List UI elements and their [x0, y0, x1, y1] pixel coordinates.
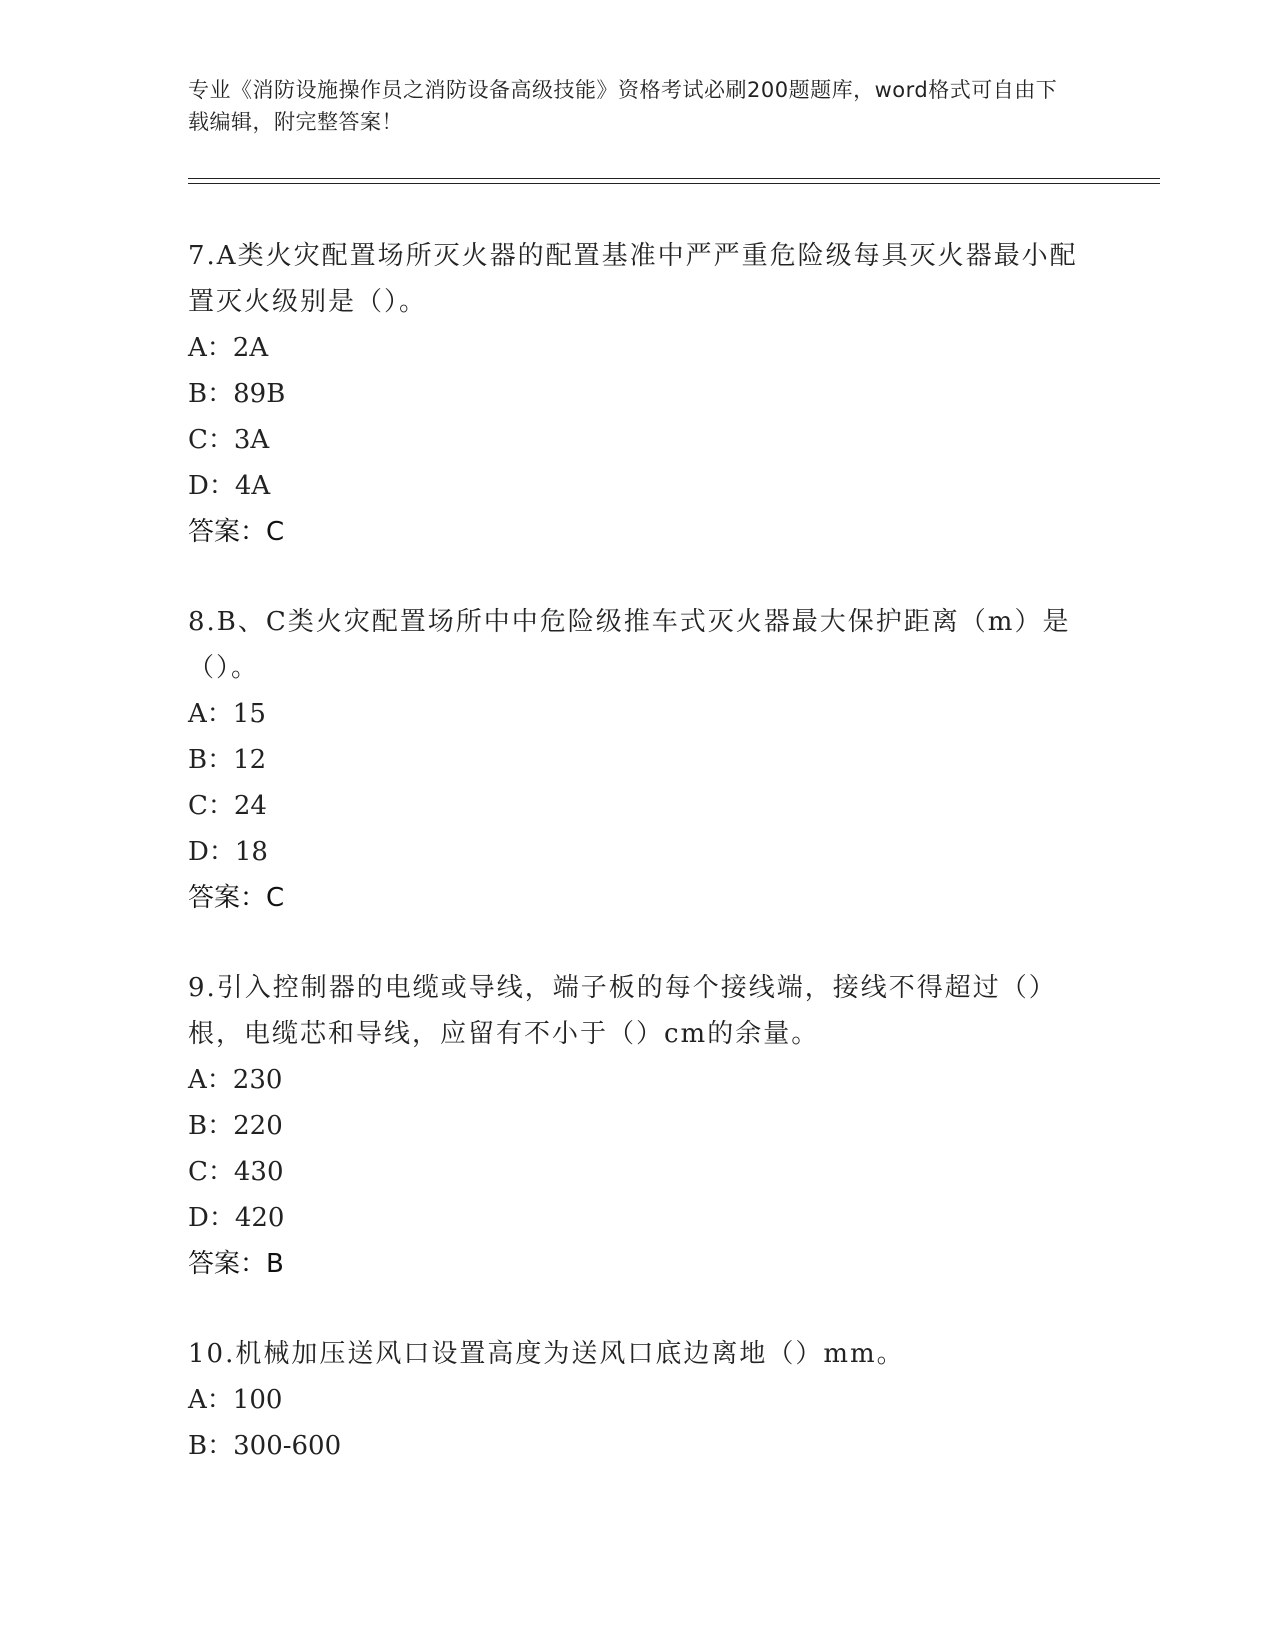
answer: 答案：C — [188, 883, 285, 913]
document-header: 专业《消防设施操作员之消防设备高级技能》资格考试必刷200题题库，word格式可自由下载编辑，附完整答案！ — [188, 78, 1058, 134]
option-a: A：15 — [188, 699, 266, 729]
option-c: C：3A — [188, 425, 270, 455]
question-10 — [188, 1331, 1088, 1469]
option-c: C：24 — [188, 791, 267, 821]
option-a: A：230 — [188, 1065, 283, 1095]
question-stem: 10.机械加压送风口设置高度为送风口底边离地（）mm。 — [188, 1339, 905, 1369]
header-divider-top — [188, 178, 1160, 179]
question-8 — [188, 599, 1088, 921]
question-stem: 9.引入控制器的电缆或导线，端子板的每个接线端，接线不得超过（）根，电缆芯和导线，应留有不小于（）cm的余量。 — [188, 973, 1057, 1049]
option-d: D：420 — [188, 1203, 285, 1233]
question-7 — [188, 233, 1088, 555]
option-d: D：18 — [188, 837, 268, 867]
question-stem: 7.A类火灾配置场所灭火器的配置基准中严严重危险级每具灭火器最小配置灭火级别是（）。 — [188, 241, 1078, 317]
option-d: D：4A — [188, 471, 271, 501]
option-c: C：430 — [188, 1157, 284, 1187]
option-b: B：220 — [188, 1111, 283, 1141]
option-a: A：2A — [188, 333, 269, 363]
answer: 答案：B — [188, 1249, 284, 1279]
question-9 — [188, 965, 1088, 1287]
option-a: A：100 — [188, 1385, 283, 1415]
option-b: B：89B — [188, 379, 286, 409]
option-b: B：300-600 — [188, 1431, 342, 1461]
option-b: B：12 — [188, 745, 267, 775]
question-stem: 8.B、C类火灾配置场所中中危险级推车式灭火器最大保护距离（m）是（）。 — [188, 607, 1071, 683]
answer: 答案：C — [188, 517, 285, 547]
header-divider-bottom — [188, 183, 1160, 184]
